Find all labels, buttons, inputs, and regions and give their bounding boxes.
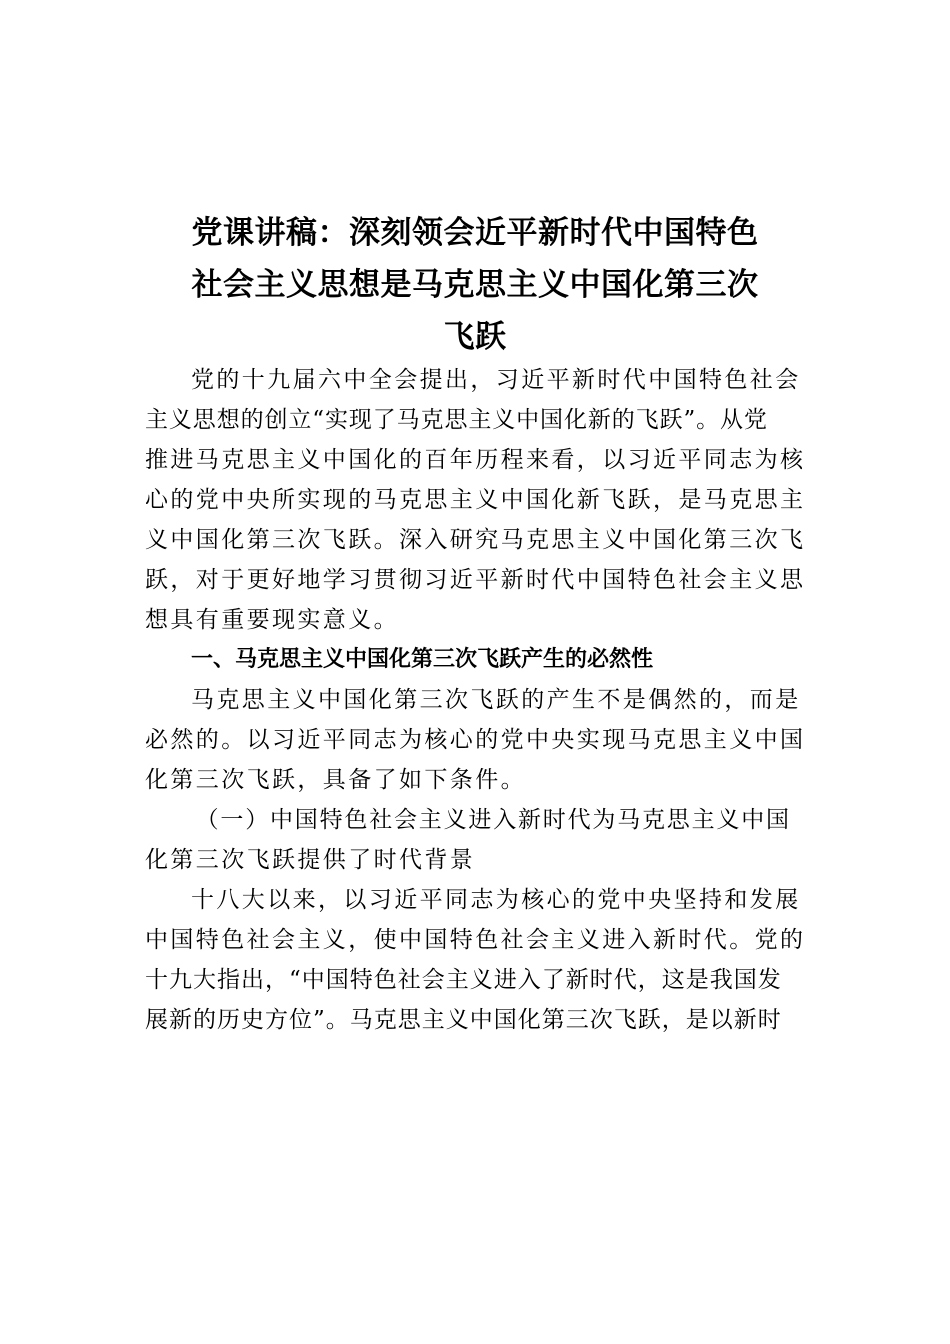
text-line: 想具有重要现实意义。 (145, 607, 399, 633)
text-line: 主义思想的创立“实现了马克思主义中国化新的飞跃”。从党 (145, 407, 768, 433)
title-line: 社会主义思想是马克思主义中国化第三次 (191, 266, 759, 303)
text-line: 马克思主义中国化第三次飞跃的产生不是偶然的，而是 (191, 687, 801, 713)
paragraph-necessity (145, 680, 805, 800)
text-line: 化第三次飞跃提供了时代背景 (145, 847, 476, 873)
text-line: 化第三次飞跃，具备了如下条件。 (145, 767, 526, 793)
text-line: 心的党中央所实现的马克思主义中国化新飞跃，是马克思主 (145, 487, 806, 513)
text-line: 十八大以来，以习近平同志为核心的党中央坚持和发展 (191, 887, 801, 913)
text-line: 展新的历史方位”。马克思主义中国化第三次飞跃，是以新时 (145, 1007, 782, 1033)
text-line: 党的十九届六中全会提出，习近平新时代中国特色社会 (191, 367, 801, 393)
text-line: 跃，对于更好地学习贯彻习近平新时代中国特色社会主义思 (145, 567, 806, 593)
text-line: 中国特色社会主义，使中国特色社会主义进入新时代。党的 (145, 927, 806, 953)
document-title (145, 207, 805, 363)
subsection-heading-1 (145, 800, 805, 880)
title-line: 党课讲稿：深刻领会近平新时代中国特色 (191, 214, 759, 251)
title-line: 飞跃 (443, 318, 507, 355)
text-line: 义中国化第三次飞跃。深入研究马克思主义中国化第三次飞 (145, 527, 806, 553)
text-line: 十九大指出，“中国特色社会主义进入了新时代，这是我国发 (145, 967, 782, 993)
paragraph-intro (145, 360, 805, 640)
text-line: 必然的。以习近平同志为核心的党中央实现马克思主义中国 (145, 727, 806, 753)
text-line: （一）中国特色社会主义进入新时代为马克思主义中国 (195, 807, 791, 833)
text-line: 推进马克思主义中国化的百年历程来看，以习近平同志为核 (145, 447, 806, 473)
document-body (145, 360, 805, 1040)
paragraph-new-era (145, 880, 805, 1040)
section-heading-1: 一、马克思主义中国化第三次飞跃产生的必然性 (191, 647, 654, 672)
